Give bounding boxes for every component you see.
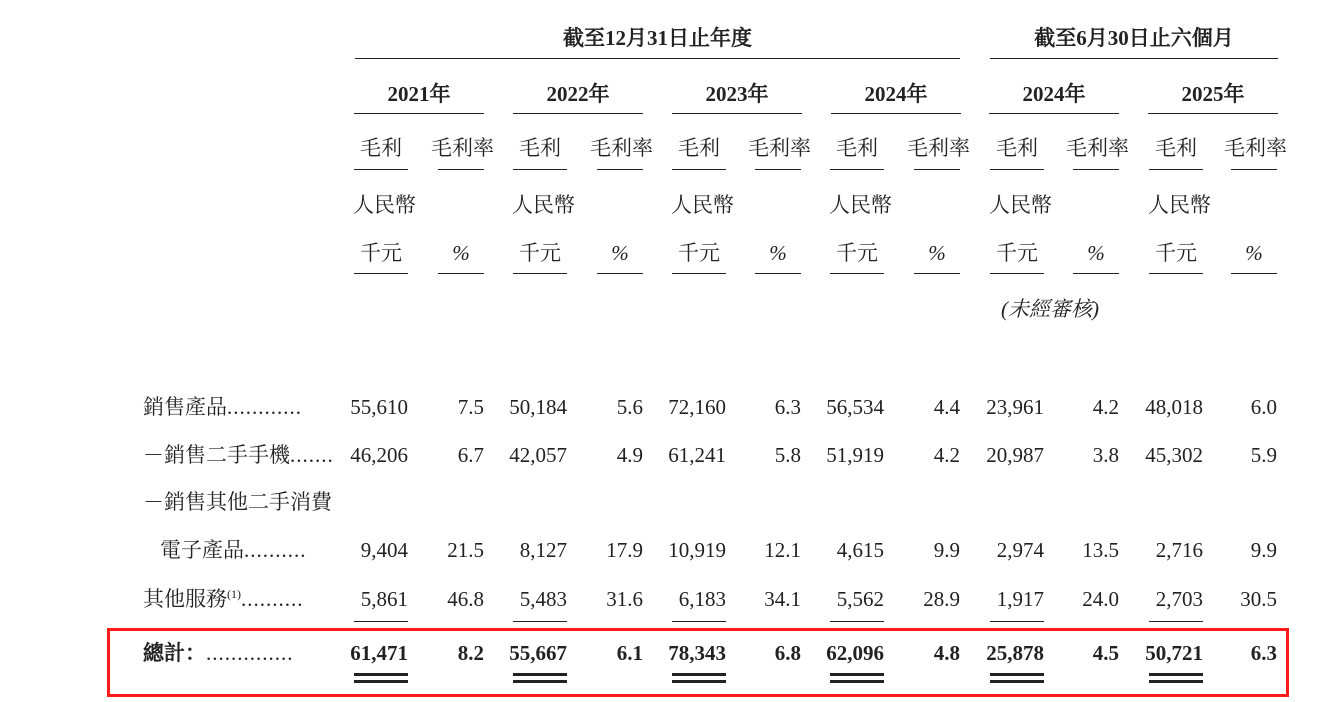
- gross-profit-cell: 5,483: [519, 587, 567, 611]
- subheader-rule: [990, 169, 1044, 170]
- gross-margin-cell: 31.6: [606, 587, 643, 611]
- total-gross-profit: 50,721: [1145, 641, 1203, 665]
- subtotal-rule: [1149, 621, 1203, 622]
- row-label-text: －銷售二手手機: [143, 443, 290, 467]
- gross-profit-header: 毛利: [360, 136, 402, 160]
- gross-margin-header: 毛利率: [431, 136, 494, 160]
- year-rule: [672, 113, 802, 114]
- gross-profit-cell: 42,057: [509, 443, 567, 467]
- group-header-six-months: 截至6月30日止六個月: [1034, 26, 1234, 50]
- gross-profit-cell: 5,861: [360, 587, 408, 611]
- unit-percent-header: %: [1245, 241, 1263, 265]
- gross-profit-header: 毛利: [519, 136, 561, 160]
- footnote-marker: (1): [227, 587, 241, 601]
- year-rule: [831, 113, 961, 114]
- total-row-highlight: [107, 628, 1289, 697]
- year-header: 2024年: [864, 82, 928, 106]
- unit-percent-header: %: [611, 241, 629, 265]
- total-gross-margin: 8.2: [457, 641, 484, 665]
- gross-margin-cell: 4.2: [1092, 395, 1119, 419]
- unit-thousand-header: 千元: [1155, 241, 1197, 265]
- leader-dots: ..........: [241, 587, 304, 611]
- subheader-rule: [1231, 169, 1277, 170]
- group-header-year-end: 截至12月31日止年度: [563, 26, 752, 50]
- unaudited-note: (未經審核): [1001, 297, 1099, 321]
- subtotal-rule: [830, 621, 884, 622]
- currency-header: 人民幣: [353, 193, 416, 217]
- year-rule: [354, 113, 484, 114]
- total-gross-margin: 4.8: [933, 641, 960, 665]
- gross-margin-header: 毛利率: [748, 136, 811, 160]
- gross-margin-cell: 9.9: [933, 538, 960, 562]
- currency-header: 人民幣: [671, 193, 734, 217]
- subtotal-rule: [990, 621, 1044, 622]
- year-rule: [1148, 113, 1278, 114]
- currency-header: 人民幣: [1148, 193, 1211, 217]
- total-gross-profit: 78,343: [668, 641, 726, 665]
- unit-thousand-header: 千元: [678, 241, 720, 265]
- unit-thousand-header: 千元: [519, 241, 561, 265]
- gross-profit-cell: 48,018: [1145, 395, 1203, 419]
- gross-profit-cell: 72,160: [668, 395, 726, 419]
- total-gross-margin: 6.1: [616, 641, 643, 665]
- year-rule: [989, 113, 1119, 114]
- gross-margin-cell: 17.9: [606, 538, 643, 562]
- gross-profit-cell: 20,987: [986, 443, 1044, 467]
- row-label-text: －銷售其他二手消費: [143, 490, 332, 514]
- gross-margin-cell: 13.5: [1082, 538, 1119, 562]
- subheader-rule: [830, 169, 884, 170]
- currency-header: 人民幣: [512, 193, 575, 217]
- currency-header: 人民幣: [829, 193, 892, 217]
- group-rule-six-months: [990, 58, 1278, 59]
- unit-percent-header: %: [1087, 241, 1105, 265]
- unit-thousand-header: 千元: [836, 241, 878, 265]
- gross-profit-cell: 6,183: [678, 587, 726, 611]
- subheader-rule: [914, 169, 960, 170]
- gross-profit-cell: 5,562: [836, 587, 884, 611]
- subtotal-rule: [513, 621, 567, 622]
- subtotal-rule: [354, 621, 408, 622]
- row-label-text: 電子產品: [160, 538, 244, 562]
- year-header: 2024年: [1022, 82, 1086, 106]
- unit-rule: [914, 273, 960, 274]
- subheader-rule: [755, 169, 801, 170]
- subheader-rule: [1149, 169, 1203, 170]
- gross-margin-header: 毛利率: [907, 136, 970, 160]
- gross-margin-cell: 4.4: [933, 395, 960, 419]
- gross-margin-header: 毛利率: [590, 136, 653, 160]
- row-label: [143, 490, 332, 514]
- total-gross-margin: 6.3: [1250, 641, 1277, 665]
- unit-percent-header: %: [769, 241, 787, 265]
- unit-percent-header: %: [452, 241, 470, 265]
- gross-profit-cell: 10,919: [668, 538, 726, 562]
- unit-rule: [1231, 273, 1277, 274]
- gross-margin-cell: 6.7: [457, 443, 484, 467]
- gross-profit-header: 毛利: [836, 136, 878, 160]
- row-label: [143, 395, 302, 419]
- gross-profit-cell: 56,534: [826, 395, 884, 419]
- unit-rule: [1073, 273, 1119, 274]
- unit-rule: [990, 273, 1044, 274]
- gross-profit-cell: 45,302: [1145, 443, 1203, 467]
- year-header: 2021年: [387, 82, 451, 106]
- gross-margin-cell: 4.2: [933, 443, 960, 467]
- total-gross-margin: 4.5: [1092, 641, 1119, 665]
- gross-profit-cell: 23,961: [986, 395, 1044, 419]
- gross-margin-cell: 7.5: [457, 395, 484, 419]
- subheader-rule: [1073, 169, 1119, 170]
- gross-profit-header: 毛利: [996, 136, 1038, 160]
- gross-profit-cell: 46,206: [350, 443, 408, 467]
- unit-rule: [1149, 273, 1203, 274]
- gross-margin-cell: 30.5: [1240, 587, 1277, 611]
- leader-dots: ..............: [206, 641, 294, 665]
- subheader-rule: [513, 169, 567, 170]
- subheader-rule: [354, 169, 408, 170]
- total-gross-profit: 55,667: [509, 641, 567, 665]
- year-header: 2022年: [546, 82, 610, 106]
- leader-dots: .......: [290, 443, 334, 467]
- gross-profit-header: 毛利: [678, 136, 720, 160]
- gross-margin-cell: 34.1: [764, 587, 801, 611]
- currency-header: 人民幣: [989, 193, 1052, 217]
- leader-dots: ..........: [244, 538, 307, 562]
- year-rule: [513, 113, 643, 114]
- gross-margin-cell: 6.3: [774, 395, 801, 419]
- gross-profit-cell: 51,919: [826, 443, 884, 467]
- row-label-text: 其他服務: [143, 587, 227, 611]
- unit-percent-header: %: [928, 241, 946, 265]
- gross-profit-cell: 9,404: [360, 538, 408, 562]
- unit-rule: [354, 273, 408, 274]
- gross-margin-cell: 24.0: [1082, 587, 1119, 611]
- subheader-rule: [438, 169, 484, 170]
- gross-profit-cell: 50,184: [509, 395, 567, 419]
- gross-profit-cell: 2,716: [1155, 538, 1203, 562]
- row-label: [143, 587, 304, 611]
- unit-rule: [830, 273, 884, 274]
- gross-profit-cell: 4,615: [836, 538, 884, 562]
- gross-margin-cell: 21.5: [447, 538, 484, 562]
- leader-dots: ............: [227, 395, 302, 419]
- gross-margin-cell: 6.0: [1250, 395, 1277, 419]
- gross-margin-cell: 9.9: [1250, 538, 1277, 562]
- gross-margin-cell: 5.9: [1250, 443, 1277, 467]
- subtotal-rule: [672, 621, 726, 622]
- subheader-rule: [672, 169, 726, 170]
- gross-margin-cell: 28.9: [923, 587, 960, 611]
- gross-profit-cell: 55,610: [350, 395, 408, 419]
- gross-margin-cell: 46.8: [447, 587, 484, 611]
- year-header: 2023年: [705, 82, 769, 106]
- row-label: [160, 538, 307, 562]
- gross-profit-cell: 1,917: [996, 587, 1044, 611]
- total-gross-profit: 62,096: [826, 641, 884, 665]
- total-gross-profit: 25,878: [986, 641, 1044, 665]
- gross-margin-cell: 5.6: [616, 395, 643, 419]
- unit-rule: [672, 273, 726, 274]
- gross-margin-header: 毛利率: [1066, 136, 1129, 160]
- row-label: [143, 443, 334, 467]
- row-label-text: 銷售產品: [143, 395, 227, 419]
- unit-rule: [438, 273, 484, 274]
- gross-margin-header: 毛利率: [1224, 136, 1287, 160]
- total-gross-margin: 6.8: [774, 641, 801, 665]
- subheader-rule: [597, 169, 643, 170]
- year-header: 2025年: [1181, 82, 1245, 106]
- gross-profit-header: 毛利: [1155, 136, 1197, 160]
- gross-margin-cell: 4.9: [616, 443, 643, 467]
- total-label-text: 總計：: [143, 641, 206, 665]
- unit-thousand-header: 千元: [996, 241, 1038, 265]
- gross-margin-cell: 5.8: [774, 443, 801, 467]
- unit-rule: [597, 273, 643, 274]
- gross-margin-cell: 12.1: [764, 538, 801, 562]
- total-gross-profit: 61,471: [350, 641, 408, 665]
- gross-profit-cell: 8,127: [519, 538, 567, 562]
- unit-rule: [513, 273, 567, 274]
- unit-rule: [755, 273, 801, 274]
- gross-profit-cell: 2,974: [996, 538, 1044, 562]
- group-rule-year-end: [355, 58, 960, 59]
- unit-thousand-header: 千元: [360, 241, 402, 265]
- gross-profit-cell: 2,703: [1155, 587, 1203, 611]
- gross-margin-cell: 3.8: [1092, 443, 1119, 467]
- gross-profit-cell: 61,241: [668, 443, 726, 467]
